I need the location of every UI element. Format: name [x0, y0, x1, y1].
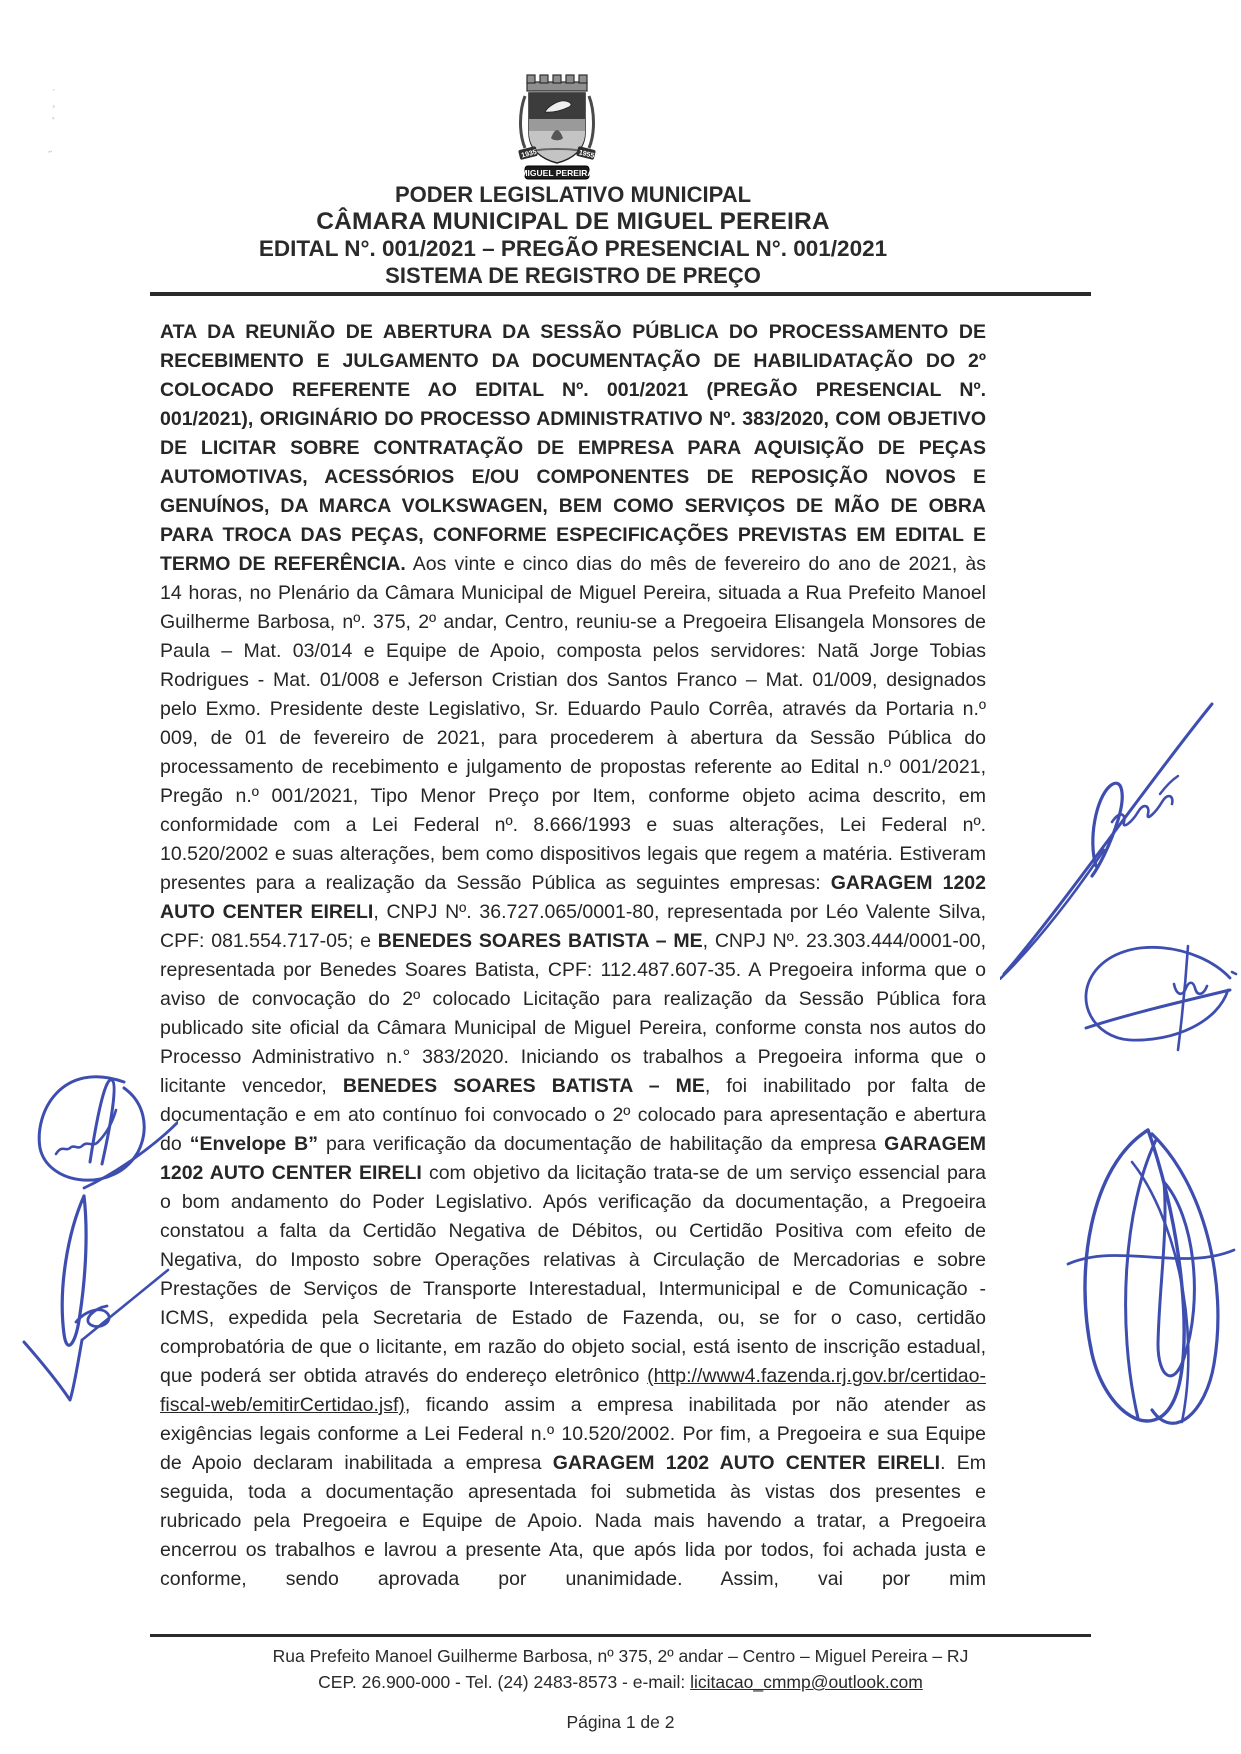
page-indicator: Página 1 de 2 — [566, 1712, 675, 1732]
miguel-pereira-coat-of-arms-icon — [511, 72, 603, 182]
document-header — [160, 181, 986, 289]
signature-left-circle — [28, 1066, 178, 1202]
body-bold-segment: GARAGEM 1202 AUTO CENTER EIRELI — [552, 1452, 941, 1474]
header-divider — [150, 292, 1091, 296]
footer-address-line: Rua Prefeito Manoel Guilherme Barbosa, nº 375, 2º andar – Centro – Miguel Pereira – RJ — [272, 1646, 969, 1666]
signature-right-oval — [1078, 942, 1238, 1060]
body-text-segment: . Em seguida, toda a documentação apresentada foi submetida às vistas dos presentes e rubricado pela Pregoeira e Equipe de Apoio. Nada mais havendo a tratar, a Pregoeira encerrou os trabalhos e lavrou a presente Ata, que após lida por todos, foi achada justa e conforme, sendo aprovada por unanimidade. Assim, vai por mim — [160, 1452, 986, 1590]
body-bold-segment: GARAGEM 1202 AUTO CENTER EIRELI — [160, 872, 986, 923]
crest-year-right: 1955 — [577, 149, 595, 160]
footer-divider — [150, 1634, 1091, 1637]
body-text-segment: , CNPJ Nº. 23.303.444/0001-00, representada por Benedes Soares Batista, CPF: 112.487.607-35. A Pregoeira informa que o aviso de convocação do 2º colocado Licitação para realização da Sessão Pública fora publicado site oficial da Câmara Municipal de Miguel Pereira, conforme consta nos autos do Processo Administrativo n.° 383/2020. Iniciando os trabalhos a Pregoeira informa que o licitante vencedor, — [160, 930, 987, 1097]
org-title-line1: PODER LEGISLATIVO MUNICIPAL — [394, 182, 752, 207]
body-bold-segment: ATA DA REUNIÃO DE ABERTURA DA SESSÃO PÚBLICA DO PROCESSAMENTO DE RECEBIMENTO E JULGAMENTO DA DOCUMENTAÇÃO DE HABILIDATAÇÃO DO 2º COLOCADO REFERENTE AO EDITAL Nº. 001/2021 (PREGÃO PRESENCIAL Nº. 001/2021), ORIGINÁRIO DO PROCESSO ADMINISTRATIVO Nº. 383/2020, COM OBJETIVO DE LICITAR SOBRE CONTRATAÇÃO DE EMPRESA PARA AQUISIÇÃO DE PEÇAS AUTOMOTIVAS, ACESSÓRIOS E/OU COMPONENTES DE REPOSIÇÃO NOVOS E GENUÍNOS, DA MARCA VOLKSWAGEN, BEM COMO SERVIÇOS DE MÃO DE OBRA PARA TROCA DAS PEÇAS, CONFORME ESPECIFICAÇÕES PREVISTAS EM EDITAL E TERMO DE REFERÊNCIA. — [160, 321, 986, 575]
body-bold-segment: “Envelope B” — [189, 1133, 318, 1155]
body-bold-segment: BENEDES SOARES BATISTA – ME — [377, 930, 703, 952]
body-text-segment: , CNPJ Nº. 36.727.065/0001-80, representada por Léo Valente Silva, CPF: 081.554.717-05; e — [160, 901, 986, 952]
body-text-segment: , foi inabilitado por falta de documentação e em ato contínuo foi convocado o 2º colocado para apresentação e abertura do — [160, 1075, 986, 1155]
org-title-line2: CÂMARA MUNICIPAL DE MIGUEL PEREIRA — [316, 208, 830, 235]
footer-block — [0, 1643, 1241, 1695]
footer-contact-line — [0, 1669, 1241, 1695]
scan-artifact: · ¸ ˛ — [52, 84, 56, 120]
scan-artifact: ˝ — [48, 150, 52, 162]
signature-right-diagonal — [1000, 690, 1236, 980]
body-text-segment: com objetivo da licitação trata-se de um serviço essencial para o bom andamento do Poder Legislativo. Após verificação da documentação, a Pregoeira constatou a falta da Certidão Negativa de Débitos, ou Certidão Positiva com efeito de Negativa, do Imposto sobre Operações relativas à Circulação de Mercadorias e sobre Prestações de Serviços de Transporte Interestadual, Intermunicipal e de Comunicação - ICMS, expedida pela Secretaria de Estado de Fazenda, ou, se for o caso, certidão comprobatória de que o licitante, em razão do objeto social, está isento de inscrição estadual, que poderá ser obtida através do endereço eletrônico — [160, 1162, 986, 1387]
email-link[interactable]: licitacao_cmmp@outlook.com — [690, 1672, 923, 1692]
body-text-segment: para verificação da documentação de habilitação da empresa — [317, 1133, 885, 1155]
signature-left-leo — [18, 1192, 170, 1410]
crest-banner-label: MIGUEL PEREIRA — [520, 168, 594, 178]
certidao-url-link[interactable]: (http://www4.fazenda.rj.gov.br/certidao-fiscal-web/emitirCertidao.jsf) — [160, 1365, 986, 1416]
edital-title-line: EDITAL N°. 001/2021 – PREGÃO PRESENCIAL N°. 001/2021 — [258, 236, 888, 261]
registro-preco-line: SISTEMA DE REGISTRO DE PREÇO — [385, 263, 761, 288]
crest-year-left: 1935 — [520, 148, 538, 160]
ata-body-paragraph — [160, 318, 986, 1594]
ata-body — [160, 318, 986, 1594]
footer-contact-prefix: CEP. 26.900-000 - Tel. (24) 2483-8573 - e-mail: — [318, 1672, 691, 1692]
body-bold-segment: BENEDES SOARES BATISTA – ME — [342, 1075, 705, 1097]
body-bold-segment: GARAGEM 1202 AUTO CENTER EIRELI — [160, 1133, 986, 1184]
body-text-segment: , ficando assim a empresa inabilitada por não atender as exigências legais conforme a Lei Federal n.º 10.520/2002. Por fim, a Pregoeira e sua Equipe de Apoio declaram inabilitada a empresa — [160, 1394, 986, 1474]
signature-right-scribble — [1062, 1122, 1238, 1458]
body-text-segment: Aos vinte e cinco dias do mês de fevereiro do ano de 2021, às 14 horas, no Plenário da Câmara Municipal de Miguel Pereira, situada a Rua Prefeito Manoel Guilherme Barbosa, nº. 375, 2º andar, Centro, reuniu-se a Pregoeira Elisangela Monsores de Paula – Mat. 03/014 e Equipe de Apoio, composta pelos servidores: Natã Jorge Tobias Rodrigues - Mat. 01/008 e Jeferson Cristian dos Santos Franco – Mat. 01/009, designados pelo Exmo. Presidente deste Legislativo, Sr. Eduardo Paulo Corrêa, através da Portaria n.º 009, de 01 de fevereiro de 2021, para procederem à abertura da Sessão Pública do processamento de recebimento e julgamento de propostas referente ao Edital n.º 001/2021, Pregão n.º 001/2021, Tipo Menor Preço por Item, conforme objeto acima descrito, em conformidade com a Lei Federal nº. 8.666/1993 e suas alterações, Lei Federal nº. 10.520/2002 e suas alterações, bem como dispositivos legais que regem a matéria. Estiveram presentes para a realização da Sessão Pública as seguintes empresas: — [160, 553, 987, 894]
